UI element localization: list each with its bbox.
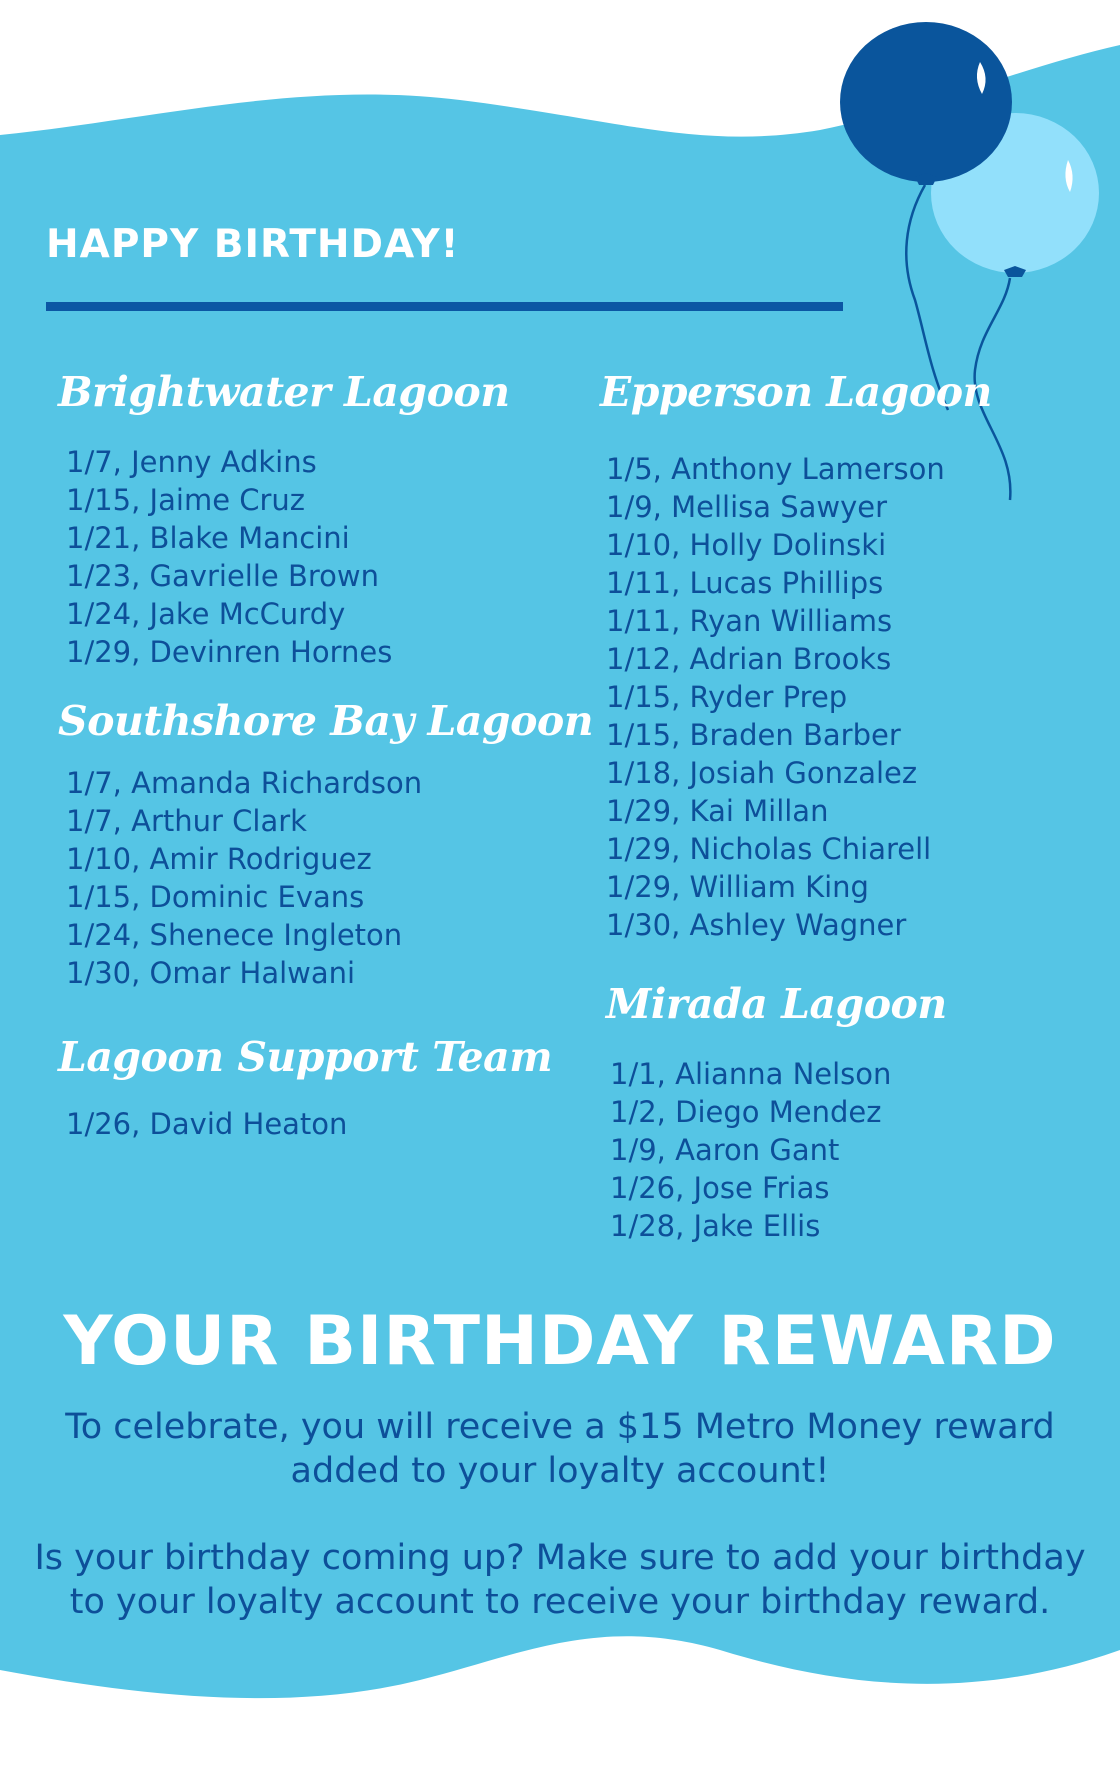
group-list-mirada xyxy=(610,1055,891,1245)
reward-title: YOUR BIRTHDAY REWARD xyxy=(63,1302,1057,1381)
reward-text-line4: to your loyalty account to receive your birthday reward. xyxy=(69,1582,1051,1622)
reward-text-line2: added to your loyalty account! xyxy=(290,1451,830,1491)
list-item: 1/29, Nicholas Chiarell xyxy=(606,832,932,866)
group-heading-epperson: Epperson Lagoon xyxy=(600,368,992,416)
reward-text-line3: Is your birthday coming up? Make sure to add your birthday xyxy=(34,1538,1086,1578)
list-item: 1/9, Aaron Gant xyxy=(610,1133,840,1167)
list-item: 1/30, Ashley Wagner xyxy=(606,908,907,942)
list-item: 1/26, David Heaton xyxy=(66,1107,348,1141)
list-item: 1/29, Devinren Hornes xyxy=(66,635,393,669)
list-item: 1/15, Ryder Prep xyxy=(606,680,848,714)
list-item: 1/21, Blake Mancini xyxy=(66,521,350,555)
list-item: 1/29, Kai Millan xyxy=(606,794,829,828)
group-heading-support: Lagoon Support Team xyxy=(58,1033,553,1081)
group-heading-brightwater: Brightwater Lagoon xyxy=(58,368,510,416)
list-item: 1/11, Lucas Phillips xyxy=(606,566,884,600)
group-heading-mirada: Mirada Lagoon xyxy=(606,980,947,1028)
list-item: 1/7, Amanda Richardson xyxy=(66,766,423,800)
list-item: 1/1, Alianna Nelson xyxy=(610,1057,892,1091)
page-title: HAPPY BIRTHDAY! xyxy=(46,222,460,267)
list-item: 1/7, Arthur Clark xyxy=(66,804,307,838)
list-item: 1/23, Gavrielle Brown xyxy=(66,559,379,593)
list-item: 1/7, Jenny Adkins xyxy=(66,445,317,479)
list-item: 1/26, Jose Frias xyxy=(610,1171,830,1205)
list-item: 1/24, Shenece Ingleton xyxy=(66,918,403,952)
list-item: 1/10, Holly Dolinski xyxy=(606,528,887,562)
list-item: 1/2, Diego Mendez xyxy=(610,1095,882,1129)
list-item: 1/15, Braden Barber xyxy=(606,718,901,752)
list-item: 1/30, Omar Halwani xyxy=(66,956,356,990)
group-list-brightwater xyxy=(66,443,392,671)
list-item: 1/28, Jake Ellis xyxy=(610,1209,821,1243)
list-item: 1/9, Mellisa Sawyer xyxy=(606,490,888,524)
list-item: 1/18, Josiah Gonzalez xyxy=(606,756,918,790)
list-item: 1/29, William King xyxy=(606,870,869,904)
list-item: 1/5, Anthony Lamerson xyxy=(606,452,945,486)
list-item: 1/24, Jake McCurdy xyxy=(66,597,346,631)
list-item: 1/15, Dominic Evans xyxy=(66,880,365,914)
group-heading-southshore: Southshore Bay Lagoon xyxy=(58,697,594,745)
group-list-southshore xyxy=(66,764,422,992)
reward-text-line1: To celebrate, you will receive a $15 Metro Money reward xyxy=(65,1407,1055,1447)
list-item: 1/10, Amir Rodriguez xyxy=(66,842,372,876)
list-item: 1/15, Jaime Cruz xyxy=(66,483,306,517)
title-divider xyxy=(46,302,843,311)
list-item: 1/12, Adrian Brooks xyxy=(606,642,892,676)
list-item: 1/11, Ryan Williams xyxy=(606,604,893,638)
group-list-epperson xyxy=(606,450,945,944)
group-list-support xyxy=(66,1105,347,1143)
